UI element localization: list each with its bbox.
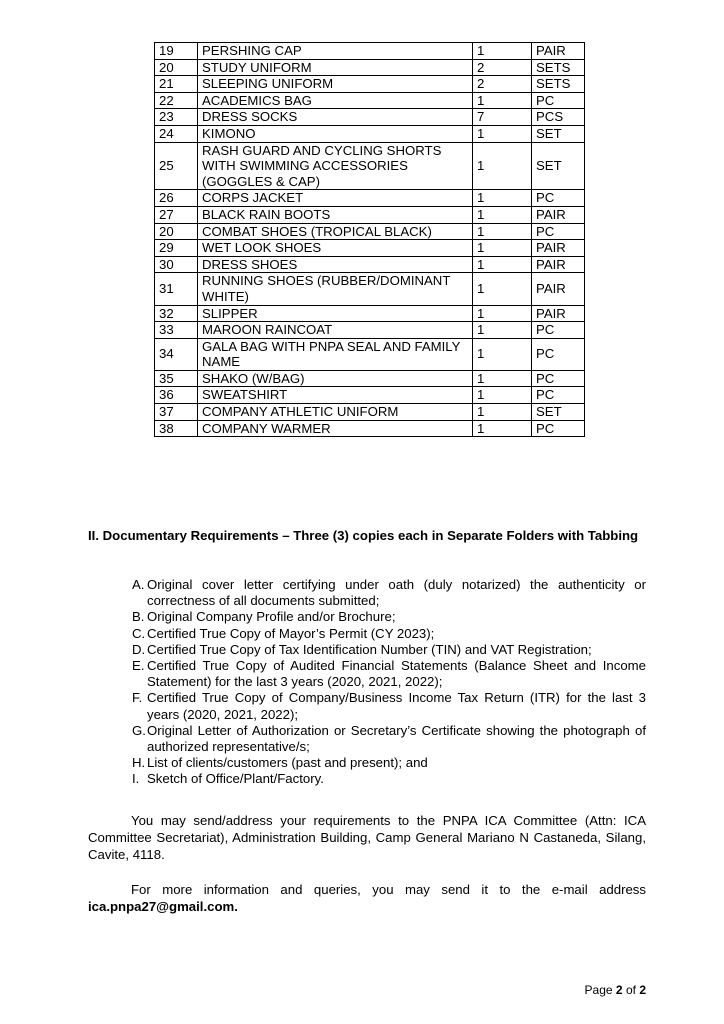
- items-table-wrapper: [154, 42, 580, 437]
- requirement-text: Certified True Copy of Mayor’s Permit (CY 2023);: [147, 625, 435, 641]
- table-row: [155, 420, 585, 437]
- item-unit-cell: PAIR: [532, 206, 585, 223]
- item-quantity-cell: 1: [473, 142, 532, 190]
- item-unit-cell: SET: [532, 404, 585, 421]
- requirement-letter: B.: [132, 609, 145, 625]
- requirement-item: [132, 577, 646, 609]
- item-description-cell: DRESS SHOES: [198, 256, 473, 273]
- footer-current-page: 2: [615, 983, 623, 997]
- item-unit-cell: SET: [532, 142, 585, 190]
- item-description-cell: WET LOOK SHOES: [198, 240, 473, 257]
- requirement-item: [132, 755, 646, 771]
- item-unit-cell: PC: [532, 223, 585, 240]
- item-unit-cell: PAIR: [532, 240, 585, 257]
- item-number-cell: 20: [155, 223, 198, 240]
- item-number-cell: 36: [155, 387, 198, 404]
- items-table-body: [155, 43, 585, 437]
- item-description-cell: ACADEMICS BAG: [198, 92, 473, 109]
- submission-paragraph: You may send/address your requirements to the PNPA ICA Committee (Attn: ICA Committee Secretariat), Administration Building, Camp General Mariano N Castaneda, Silang, Cavite, 4118.: [88, 813, 646, 862]
- item-quantity-cell: 1: [473, 305, 532, 322]
- table-row: [155, 256, 585, 273]
- item-unit-cell: PCS: [532, 109, 585, 126]
- requirement-item: [132, 690, 646, 722]
- item-number-cell: 34: [155, 338, 198, 370]
- item-description-cell: MAROON RAINCOAT: [198, 322, 473, 339]
- item-number-cell: 33: [155, 322, 198, 339]
- requirement-letter: G.: [132, 722, 146, 738]
- item-quantity-cell: 1: [473, 370, 532, 387]
- items-table: [154, 42, 585, 437]
- item-quantity-cell: 1: [473, 43, 532, 60]
- table-row: [155, 142, 585, 190]
- footer-of-label: of: [625, 983, 636, 997]
- item-number-cell: 22: [155, 92, 198, 109]
- item-quantity-cell: 1: [473, 223, 532, 240]
- item-quantity-cell: 1: [473, 240, 532, 257]
- requirement-letter: H.: [132, 755, 146, 771]
- item-unit-cell: PC: [532, 338, 585, 370]
- requirement-text: Certified True Copy of Audited Financial Statements (Balance Sheet and Income Statement) for the last 3 years (2020, 2021, 2022);: [147, 658, 646, 690]
- requirement-text: Original cover letter certifying under oath (duly notarized) the authenticity or correctness of all documents submitted;: [147, 577, 646, 609]
- item-number-cell: 25: [155, 142, 198, 190]
- item-quantity-cell: 1: [473, 404, 532, 421]
- item-unit-cell: PC: [532, 387, 585, 404]
- requirement-item: [132, 642, 646, 658]
- item-number-cell: 38: [155, 420, 198, 437]
- item-number-cell: 37: [155, 404, 198, 421]
- item-number-cell: 27: [155, 206, 198, 223]
- item-description-cell: STUDY UNIFORM: [198, 59, 473, 76]
- item-number-cell: 23: [155, 109, 198, 126]
- item-number-cell: 19: [155, 43, 198, 60]
- table-row: [155, 240, 585, 257]
- contact-email: ica.pnpa27@gmail.com.: [88, 899, 238, 914]
- item-unit-cell: PC: [532, 92, 585, 109]
- requirement-item: [132, 723, 646, 755]
- item-quantity-cell: 1: [473, 206, 532, 223]
- table-row: [155, 109, 585, 126]
- item-quantity-cell: 2: [473, 59, 532, 76]
- item-quantity-cell: 1: [473, 420, 532, 437]
- item-description-cell: GALA BAG WITH PNPA SEAL AND FAMILY NAME: [198, 338, 473, 370]
- item-number-cell: 29: [155, 240, 198, 257]
- item-description-cell: COMPANY WARMER: [198, 420, 473, 437]
- requirement-letter: C.: [132, 625, 146, 641]
- item-number-cell: 26: [155, 190, 198, 207]
- item-quantity-cell: 2: [473, 76, 532, 93]
- item-description-cell: PERSHING CAP: [198, 43, 473, 60]
- table-row: [155, 322, 585, 339]
- requirement-text: List of clients/customers (past and present); and: [147, 755, 428, 771]
- table-row: [155, 404, 585, 421]
- item-unit-cell: SET: [532, 125, 585, 142]
- table-row: [155, 387, 585, 404]
- footer-total-pages: 2: [639, 983, 646, 997]
- table-row: [155, 223, 585, 240]
- table-row: [155, 59, 585, 76]
- item-quantity-cell: 1: [473, 338, 532, 370]
- item-quantity-cell: 1: [473, 273, 532, 305]
- table-row: [155, 43, 585, 60]
- table-row: [155, 370, 585, 387]
- item-description-cell: DRESS SOCKS: [198, 109, 473, 126]
- item-number-cell: 31: [155, 273, 198, 305]
- requirement-text: Certified True Copy of Company/Business Income Tax Return (ITR) for the last 3 years (2020, 2021, 2022);: [147, 690, 646, 722]
- item-description-cell: COMBAT SHOES (TROPICAL BLACK): [198, 223, 473, 240]
- item-unit-cell: PC: [532, 190, 585, 207]
- contact-paragraph: [88, 881, 646, 915]
- item-description-cell: CORPS JACKET: [198, 190, 473, 207]
- table-row: [155, 76, 585, 93]
- item-quantity-cell: 1: [473, 387, 532, 404]
- requirement-text: Original Letter of Authorization or Secretary’s Certificate showing the photograph of authorized representative/s;: [147, 722, 646, 755]
- item-unit-cell: PAIR: [532, 256, 585, 273]
- section-title: II. Documentary Requirements – Three (3) copies each in Separate Folders with Tabbing: [88, 528, 639, 543]
- requirement-item: [132, 771, 646, 787]
- requirement-letter: E.: [132, 658, 145, 674]
- requirements-list: [132, 577, 646, 788]
- requirement-text: Certified True Copy of Tax Identification Number (TIN) and VAT Registration;: [147, 641, 592, 657]
- item-quantity-cell: 1: [473, 190, 532, 207]
- requirement-letter: F.: [132, 690, 143, 706]
- item-quantity-cell: 1: [473, 125, 532, 142]
- item-number-cell: 30: [155, 256, 198, 273]
- table-row: [155, 338, 585, 370]
- item-description-cell: SLIPPER: [198, 305, 473, 322]
- item-number-cell: 24: [155, 125, 198, 142]
- requirement-text: Sketch of Office/Plant/Factory.: [147, 771, 324, 787]
- requirement-item: [132, 658, 646, 690]
- requirement-letter: D.: [132, 641, 146, 657]
- item-quantity-cell: 1: [473, 322, 532, 339]
- item-description-cell: RASH GUARD AND CYCLING SHORTS WITH SWIMMING ACCESSORIES (GOGGLES & CAP): [198, 142, 473, 190]
- requirement-text: Original Company Profile and/or Brochure;: [147, 609, 396, 625]
- item-quantity-cell: 1: [473, 92, 532, 109]
- footer-page-label: Page: [584, 983, 613, 997]
- item-number-cell: 21: [155, 76, 198, 93]
- requirement-letter: I.: [132, 771, 140, 787]
- table-row: [155, 273, 585, 305]
- page-footer: [500, 983, 646, 997]
- table-row: [155, 305, 585, 322]
- item-unit-cell: PC: [532, 420, 585, 437]
- item-unit-cell: SETS: [532, 59, 585, 76]
- item-description-cell: BLACK RAIN BOOTS: [198, 206, 473, 223]
- item-number-cell: 35: [155, 370, 198, 387]
- item-unit-cell: PC: [532, 322, 585, 339]
- contact-text: For more information and queries, you may send it to the e-mail address: [131, 882, 646, 897]
- table-row: [155, 206, 585, 223]
- item-unit-cell: PC: [532, 370, 585, 387]
- table-row: [155, 190, 585, 207]
- item-description-cell: SHAKO (W/BAG): [198, 370, 473, 387]
- item-quantity-cell: 7: [473, 109, 532, 126]
- item-description-cell: RUNNING SHOES (RUBBER/DOMINANT WHITE): [198, 273, 473, 305]
- item-unit-cell: PAIR: [532, 43, 585, 60]
- table-row: [155, 125, 585, 142]
- item-description-cell: SWEATSHIRT: [198, 387, 473, 404]
- item-unit-cell: PAIR: [532, 273, 585, 305]
- item-unit-cell: PAIR: [532, 305, 585, 322]
- table-row: [155, 92, 585, 109]
- requirement-item: [132, 626, 646, 642]
- item-number-cell: 20: [155, 59, 198, 76]
- requirement-letter: A.: [132, 577, 145, 592]
- item-quantity-cell: 1: [473, 256, 532, 273]
- item-description-cell: KIMONO: [198, 125, 473, 142]
- item-description-cell: SLEEPING UNIFORM: [198, 76, 473, 93]
- item-description-cell: COMPANY ATHLETIC UNIFORM: [198, 404, 473, 421]
- item-number-cell: 32: [155, 305, 198, 322]
- item-unit-cell: SETS: [532, 76, 585, 93]
- requirement-item: [132, 609, 646, 625]
